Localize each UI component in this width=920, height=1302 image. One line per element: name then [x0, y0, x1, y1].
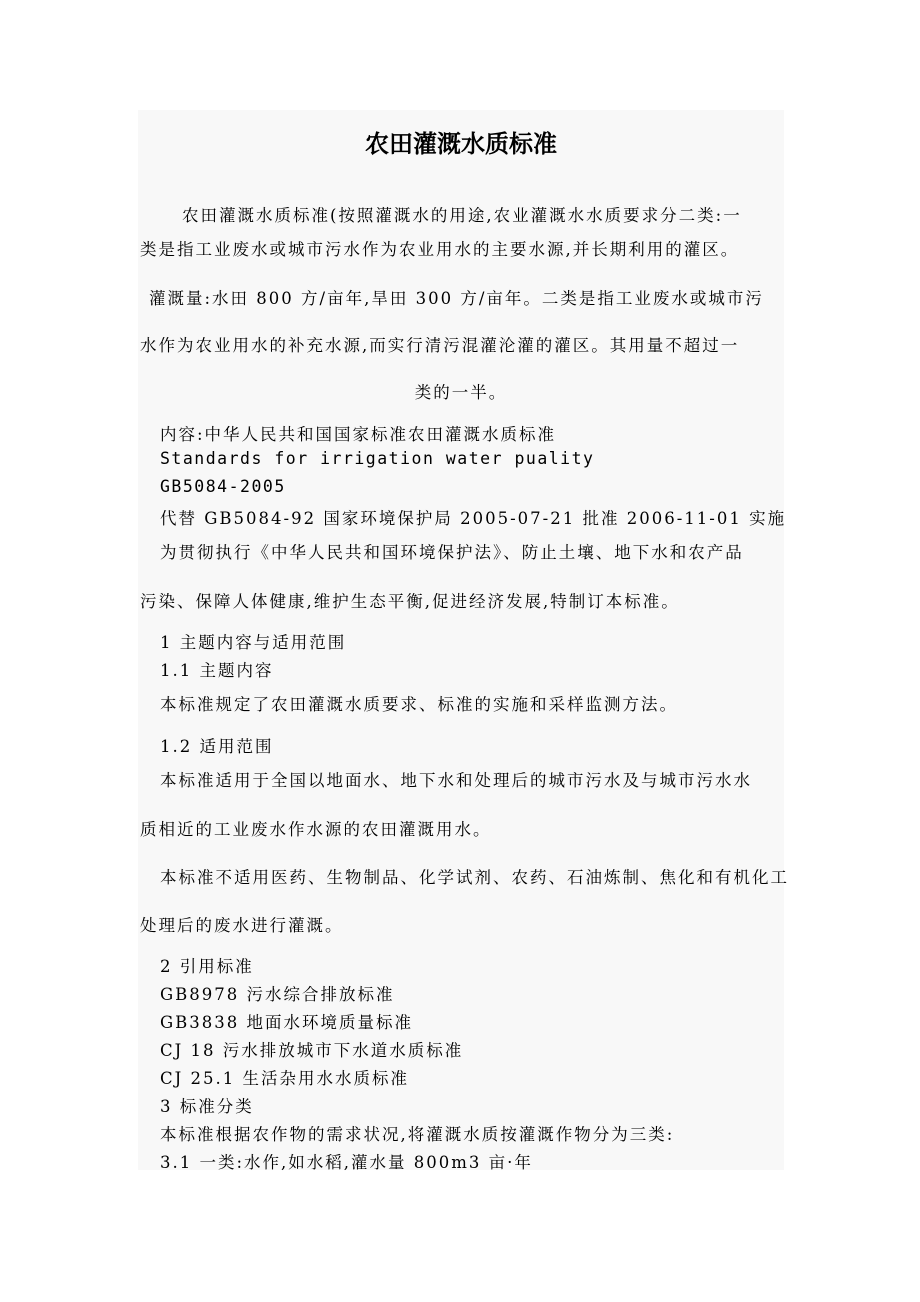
section1-2-text: 本标准适用于全国以地面水、地下水和处理后的城市污水及与城市污水水 [160, 771, 752, 790]
intro-line: 灌溉量:水田 800 方/亩年,旱田 300 方/亩年。二类是指工业废水或城市污 [149, 289, 764, 308]
intro-line: 农田灌溉水质标准(按照灌溉水的用途,农业灌溉水水质要求分二类:一 [182, 206, 742, 225]
intro-line: 水作为农业用水的补充水源,而实行清污混灌沦灌的灌区。其用量不超过一 [140, 336, 740, 355]
section1-heading: 1 主题内容与适用范围 [160, 633, 347, 652]
section1-2-text: 本标准不适用医药、生物制品、化学试剂、农药、石油炼制、焦化和有机化工 [160, 868, 789, 887]
preamble-line: 为贯彻执行《中华人民共和国环境保护法》、防止土壤、地下水和农产品 [160, 543, 744, 562]
meta-english-title: Standards for irrigation water puality [160, 449, 595, 468]
reference-item: CJ 18 污水排放城市下水道水质标准 [160, 1041, 464, 1060]
section3-heading: 3 标准分类 [160, 1097, 254, 1116]
section3-text: 本标准根据农作物的需求状况,将灌溉水质按灌溉作物分为三类: [160, 1125, 675, 1144]
section3-1-item: 3.1 一类:水作,如水稻,灌水量 800m3 亩·年 [160, 1153, 533, 1172]
intro-line: 类是指工业废水或城市污水作为农业用水的主要水源,并长期利用的灌区。 [140, 240, 740, 259]
meta-code: GB5084-2005 [160, 477, 286, 496]
section1-1-heading: 1.1 主题内容 [160, 661, 274, 680]
section1-2-text: 处理后的废水进行灌溉。 [140, 916, 344, 935]
intro-line: 类的一半。 [414, 383, 508, 402]
section2-heading: 2 引用标准 [160, 957, 254, 976]
reference-item: GB3838 地面水环境质量标准 [160, 1013, 414, 1032]
document-title: 农田灌溉水质标准 [365, 130, 557, 158]
section1-1-text: 本标准规定了农田灌溉水质要求、标准的实施和采样监测方法。 [160, 695, 678, 714]
document-page [138, 110, 789, 1172]
reference-item: CJ 25.1 生活杂用水水质标准 [160, 1069, 409, 1088]
meta-replace: 代替 GB5084-92 国家环境保护局 2005-07-21 批准 2006-11-01 实施 [160, 509, 787, 528]
section1-2-text: 质相近的工业废水作水源的农田灌溉用水。 [140, 820, 492, 839]
preamble-line: 污染、保障人体健康,维护生态平衡,促进经济发展,特制订本标准。 [140, 592, 680, 611]
section1-2-heading: 1.2 适用范围 [160, 737, 274, 756]
reference-item: GB8978 污水综合排放标准 [160, 985, 395, 1004]
meta-content: 内容:中华人民共和国国家标准农田灌溉水质标准 [160, 425, 557, 444]
